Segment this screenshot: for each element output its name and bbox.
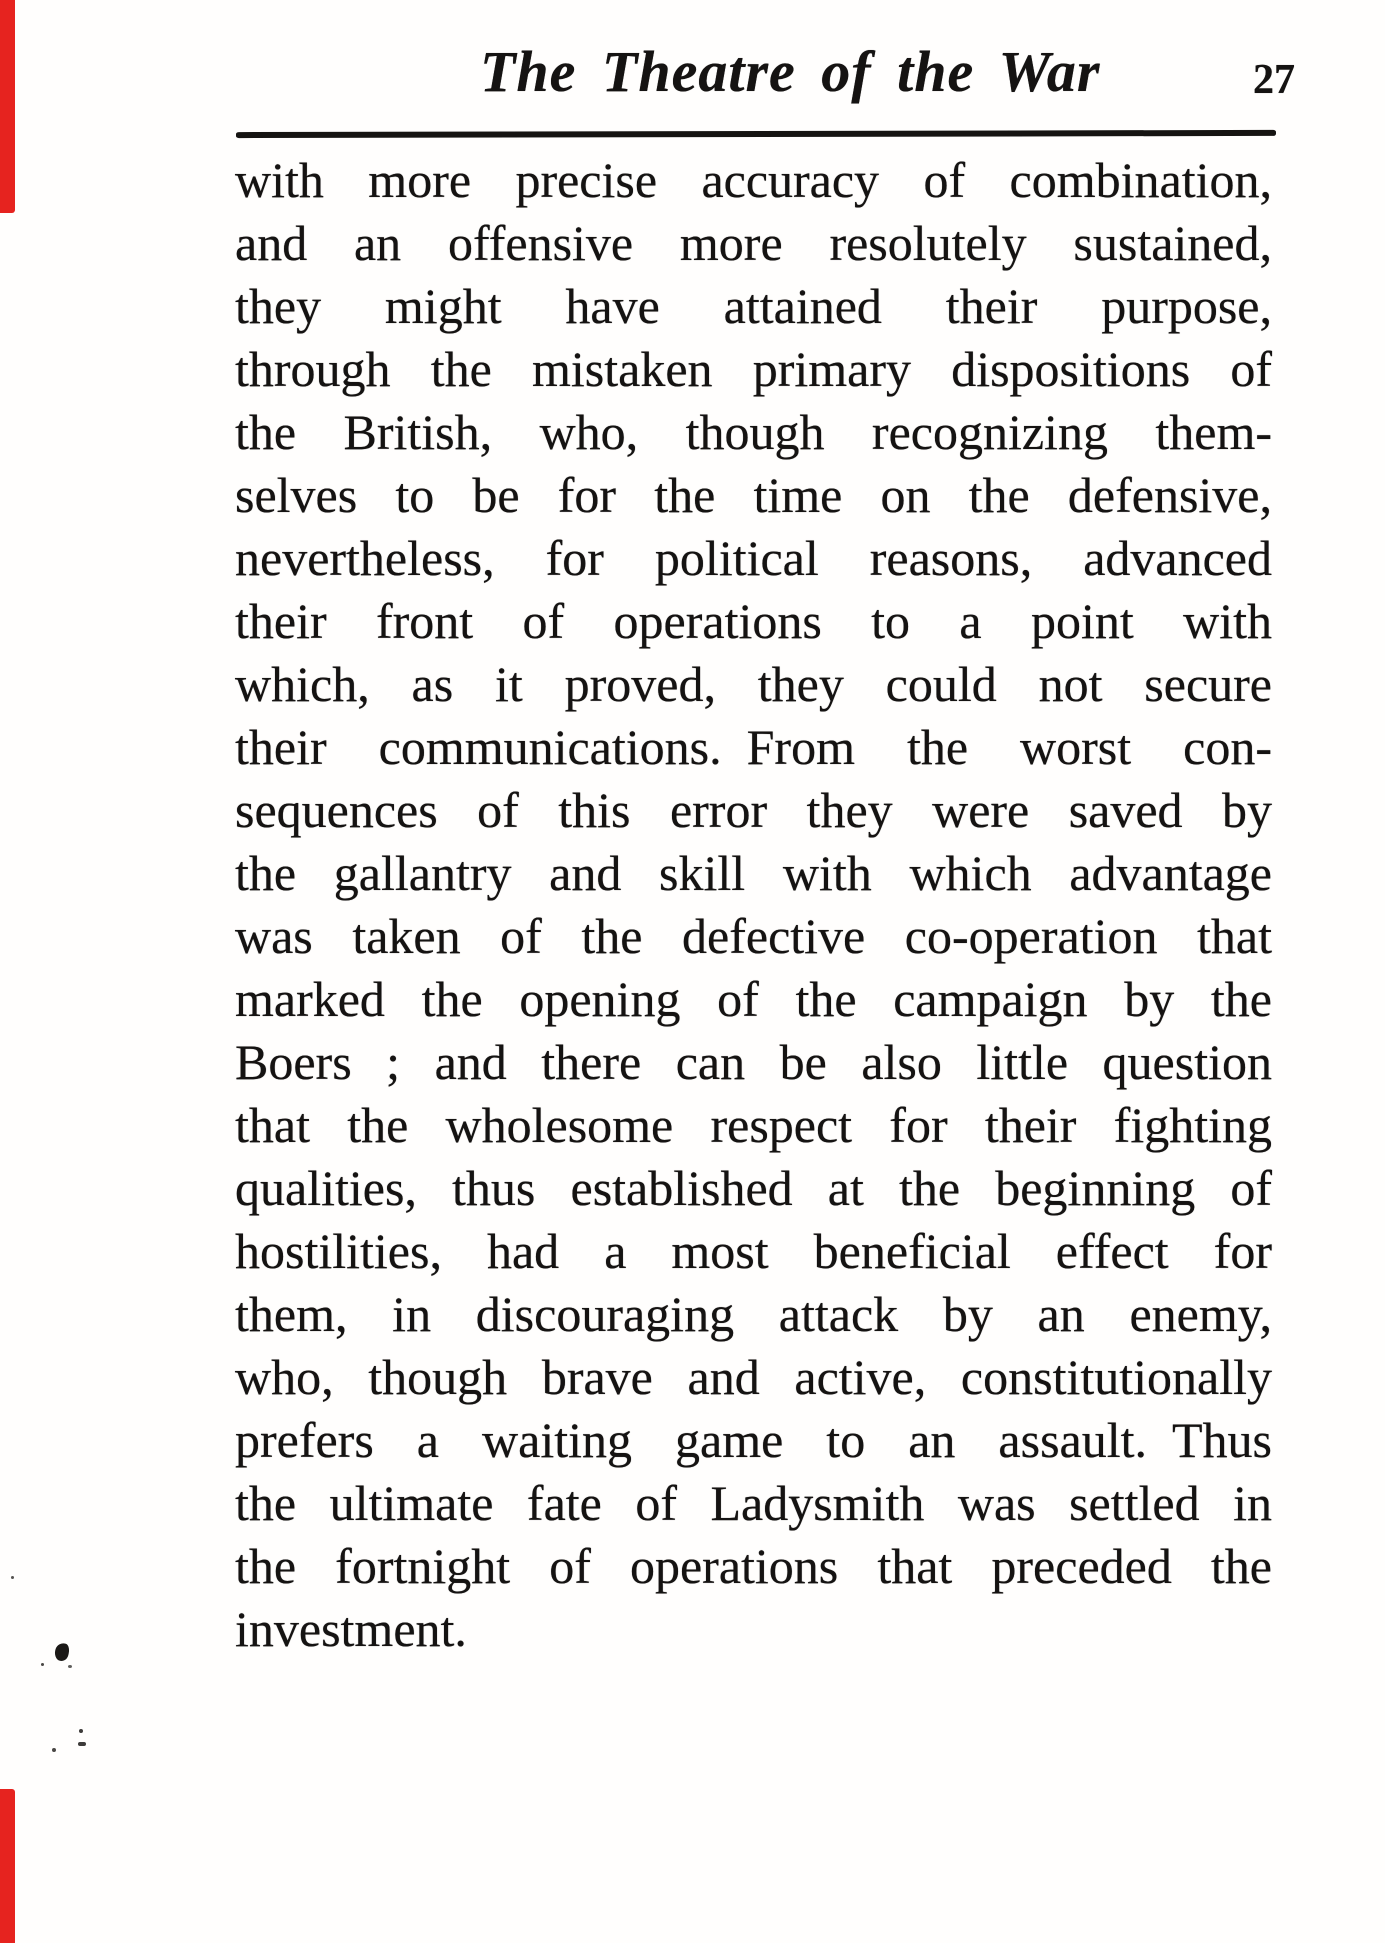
body-text-line: prefers a waiting game to an assault. Thus bbox=[235, 1412, 1272, 1468]
body-text bbox=[235, 149, 1272, 1661]
ink-speck bbox=[79, 1729, 83, 1733]
body-text-line: and an offensive more resolutely sustained, bbox=[235, 215, 1272, 271]
running-header-title: The Theatre of the War bbox=[480, 39, 1101, 104]
page-number: 27 bbox=[1253, 57, 1295, 103]
body-text-line: them, in discouraging attack by an enemy, bbox=[235, 1286, 1272, 1342]
body-text-line: the British, who, though recognizing them- bbox=[235, 404, 1272, 460]
body-text-line: their front of operations to a point with bbox=[235, 593, 1272, 649]
scan-artifact-red-strip-bottom bbox=[0, 1789, 15, 1943]
body-text-line: which, as it proved, they could not secure bbox=[235, 656, 1272, 712]
ink-speck bbox=[41, 1663, 44, 1666]
body-text-line: the ultimate fate of Ladysmith was settled in bbox=[235, 1475, 1272, 1531]
body-text-line: their communications. From the worst con- bbox=[235, 719, 1272, 775]
ink-speck bbox=[68, 1665, 72, 1668]
ink-speck bbox=[11, 1576, 14, 1579]
body-text-line: sequences of this error they were saved by bbox=[235, 782, 1272, 838]
body-text-line: selves to be for the time on the defensive, bbox=[235, 467, 1272, 523]
body-text-line: who, though brave and active, constitutionally bbox=[235, 1349, 1272, 1405]
body-text-line: marked the opening of the campaign by the bbox=[235, 971, 1272, 1027]
body-text-line: qualities, thus established at the beginning of bbox=[235, 1160, 1272, 1216]
body-text-line: they might have attained their purpose, bbox=[235, 278, 1272, 334]
body-text-line: was taken of the defective co-operation that bbox=[235, 908, 1272, 964]
body-text-line: the fortnight of operations that preceded the bbox=[235, 1538, 1272, 1594]
body-text-line: investment. bbox=[235, 1601, 467, 1657]
body-text-line: Boers ; and there can be also little question bbox=[235, 1034, 1272, 1090]
body-text-line: the gallantry and skill with which advantage bbox=[235, 845, 1272, 901]
body-text-line: with more precise accuracy of combination, bbox=[235, 152, 1272, 208]
ink-speck bbox=[52, 1748, 56, 1752]
scan-artifact-red-strip-top bbox=[0, 0, 15, 213]
header-rule-divider bbox=[236, 130, 1276, 138]
body-text-line: through the mistaken primary dispositions of bbox=[235, 341, 1272, 397]
body-text-line: nevertheless, for political reasons, advanced bbox=[235, 530, 1272, 586]
body-text-line: that the wholesome respect for their fighting bbox=[235, 1097, 1272, 1153]
ink-speck bbox=[78, 1742, 86, 1746]
ink-speck bbox=[53, 1641, 72, 1662]
body-text-line: hostilities, had a most beneficial effect for bbox=[235, 1223, 1272, 1279]
